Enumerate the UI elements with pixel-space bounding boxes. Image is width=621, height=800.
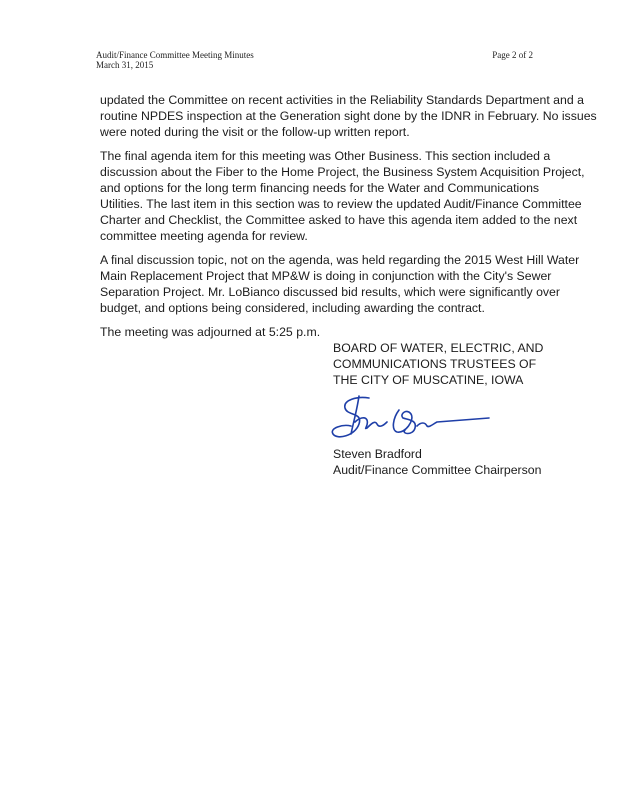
page-number: Page 2 of 2 <box>492 50 533 60</box>
paragraph-line: The meeting was adjourned at 5:25 p.m. <box>100 325 321 339</box>
paragraph-line: Separation Project. Mr. LoBianco discussed bid results, which were significantly over <box>100 285 560 299</box>
paragraph-line: budget, and options being considered, including awarding the contract. <box>100 301 485 315</box>
org-line: THE CITY OF MUSCATINE, IOWA <box>333 373 524 387</box>
paragraph-line: updated the Committee on recent activities in the Reliability Standards Department and a <box>100 93 584 107</box>
signature-block <box>333 340 543 478</box>
paragraph-line: routine NPDES inspection at the Generation sight done by the IDNR in February. No issues <box>100 109 597 123</box>
paragraph-line: and options for the long term financing needs for the Water and Communications <box>100 181 540 195</box>
paragraph-line: A final discussion topic, not on the agenda, was held regarding the 2015 West Hill Water <box>100 253 580 267</box>
org-line: BOARD OF WATER, ELECTRIC, AND <box>333 341 544 355</box>
paragraph-line: committee meeting agenda for review. <box>100 229 308 243</box>
paragraph-line: Utilities. The last item in this section was to review the updated Audit/Finance Committee <box>100 197 582 211</box>
paragraph-line: The final agenda item for this meeting was Other Business. This section included a <box>100 149 551 163</box>
paragraph <box>100 148 585 244</box>
handwritten-signature <box>329 390 519 446</box>
paragraph-line: discussion about the Fiber to the Home Project, the Business System Acquisition Project, <box>100 165 585 179</box>
paragraph <box>100 92 597 140</box>
paragraph-line: Charter and Checklist, the Committee asked to have this agenda item added to the next <box>100 213 578 227</box>
paragraph <box>100 252 580 316</box>
header-title: Audit/Finance Committee Meeting Minutes <box>96 50 254 60</box>
header-date: March 31, 2015 <box>96 60 154 70</box>
paragraph-line: were noted during the visit or the follow-up written report. <box>100 125 410 139</box>
signer-name: Steven Bradford <box>333 447 422 461</box>
paragraph-line: Main Replacement Project that MP&W is doing in conjunction with the City's Sewer <box>100 269 552 283</box>
document-header-left <box>96 50 254 70</box>
paragraph <box>100 324 537 340</box>
org-line: COMMUNICATIONS TRUSTEES OF <box>333 357 537 371</box>
signer-title: Audit/Finance Committee Chairperson <box>333 463 542 477</box>
